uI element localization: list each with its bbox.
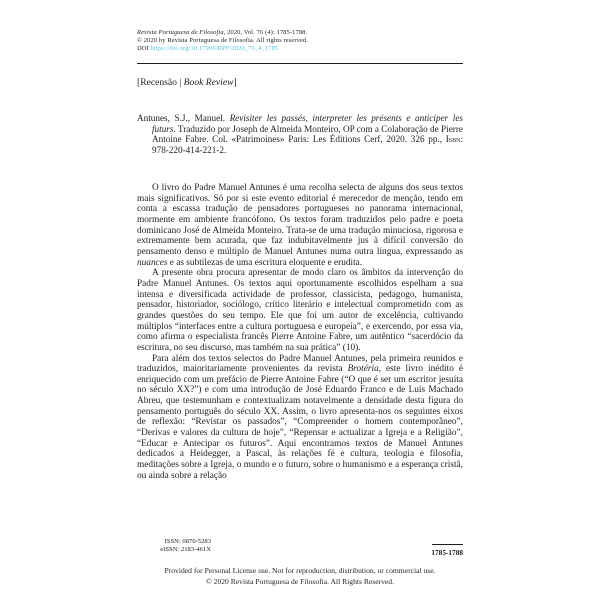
journal-header bbox=[137, 29, 463, 52]
text-segment: A presente obra procura apresentar de modo claro os âmbitos da intervenção do Padre Manuel Antunes. Os textos aqui oportunamente escolhidos espelham a sua intensa e diversificada actividade de professor, classicista, pedagogo, humanista, pensador, historiador, sociólogo, crítico literário e intelectual comprometido com as grandes questões do seu tempo. Ele que foi um autor de excelência, cultivando múltiplos “interfaces entre a cultura portuguesa e europeia”, e exercendo, por essa via, como afirma o especialista francês Pierre Antoine Fabre, um autêntico “sacerdócio da escritura, no seu discurso, mas também na sua prática” (10). bbox=[137, 268, 463, 353]
review-type-label bbox=[137, 77, 463, 88]
book-citation bbox=[137, 113, 463, 155]
text-segment: e as subtilezas de uma escritura eloquente e erudita. bbox=[167, 257, 363, 268]
license-line: Provided for Personal License use. Not for reproduction, distribution, or commercial use. bbox=[164, 566, 436, 575]
text-segment: Book Review bbox=[183, 77, 234, 88]
journal-title: Revista Portuguesa de Filosofia bbox=[137, 29, 224, 36]
text-segment: [Recensão | bbox=[137, 77, 184, 88]
text-segment: , este livro inédito é enriquecido com um prefácio de Pierre Antoine Fabre (“O que é ser um escritor jesuíta no século XX?”) e com uma introdução de José Eduardo Franco e de Luís Machado Abreu, que testemunham e contextualizam notavelmente a densidade desta figura do pensamento português do século XX. Assim, o livro apresenta-nos os seguintes eixos de reflexão: “Revistar os passados”, “Compreender o homem contemporâneo”, “Derivas e valores da cultura de hoje”, “Repensar e actualizar a Igreja e a Religião”, “Educar e Antecipar os futuros”. Aqui encontramos textos de Manuel Antunes dedicados a Heidegger, a Pascal, às relações fé e cultura, teologia e filosofia, meditações sobre a Igreja, o mundo e o futuro, sobre o humanismo e a esperança cristã, ou ainda sobre a relação bbox=[137, 364, 463, 481]
license-footer bbox=[137, 566, 463, 587]
citation-publisher: . Traduzido por Joseph de Almeida Monteiro, OP com a Colaboração de Pierre Antoine Fabre. Col. «Patrimoines» Paris: Les Éditions Cerf, 2020. 326 pp., bbox=[152, 123, 463, 145]
doi-link[interactable]: https://doi.org/10.17990/RPF/2020_76_4_1785 bbox=[150, 44, 279, 52]
doi-line bbox=[137, 45, 463, 53]
page-range-divider bbox=[432, 544, 463, 545]
paragraph bbox=[137, 354, 463, 482]
text-segment-italic: nuances bbox=[137, 257, 168, 268]
rights-line: © 2020 Revista Portuguesa de Filosofia. All Rights Reserved. bbox=[205, 576, 394, 586]
doi-label: DOI bbox=[137, 44, 151, 52]
paragraph bbox=[137, 183, 463, 268]
citation-author: Antunes, S.J., Manuel. bbox=[137, 113, 230, 123]
review-body bbox=[137, 183, 463, 481]
issn-block bbox=[141, 538, 211, 554]
eissn-number: eISSN: 2183-461X bbox=[160, 546, 211, 554]
journal-copyright-line: © 2020 by Revista Portuguesa de Filosofia. All rights reserved. bbox=[137, 36, 309, 44]
citation-isbn-number: : 978-220-414-221-2. bbox=[152, 134, 463, 155]
journal-meta: , 2020, Vol. 76 (4): 1785-1788. bbox=[223, 29, 308, 36]
citation-isbn-label: Isbn bbox=[445, 134, 461, 145]
header-divider bbox=[137, 63, 463, 64]
text-segment: ] bbox=[233, 77, 237, 88]
page-range-block bbox=[400, 544, 463, 557]
citation-book-title: Revisiter les passés, interpreter les présents e anticiper les futurs bbox=[152, 113, 463, 134]
journal-citation-line bbox=[137, 29, 463, 37]
page-range: 1785-1788 bbox=[431, 547, 463, 557]
text-segment: Para além dos textos selectos do Padre Manuel Antunes, pela primeira reunidos e traduzidos, maioritariamente provenientes da revista bbox=[137, 353, 463, 375]
text-segment: O livro do Padre Manuel Antunes é uma recolha selecta de alguns dos seus textos mais significativos. Só por si este evento editorial é merecedor de menção, tendo em conta a escassa tradução de pensadores portugueses no panorama internacional, mormente em ambiente francófono. Os textos foram traduzidos pelo padre e poeta dominicano José de Almeida Monteiro. Trata-se de uma tradução minuciosa, rigorosa e extremamente bem acurada, que faz indubitavelmente jus à difícil conversão do pensamento denso e múltiplo de Manuel Antunes numa outra língua, expressando as bbox=[137, 183, 463, 257]
paragraph bbox=[137, 268, 463, 353]
text-segment-italic: Brotéria bbox=[347, 364, 379, 375]
issn-number: ISSN: 0870-5283 bbox=[164, 538, 211, 545]
